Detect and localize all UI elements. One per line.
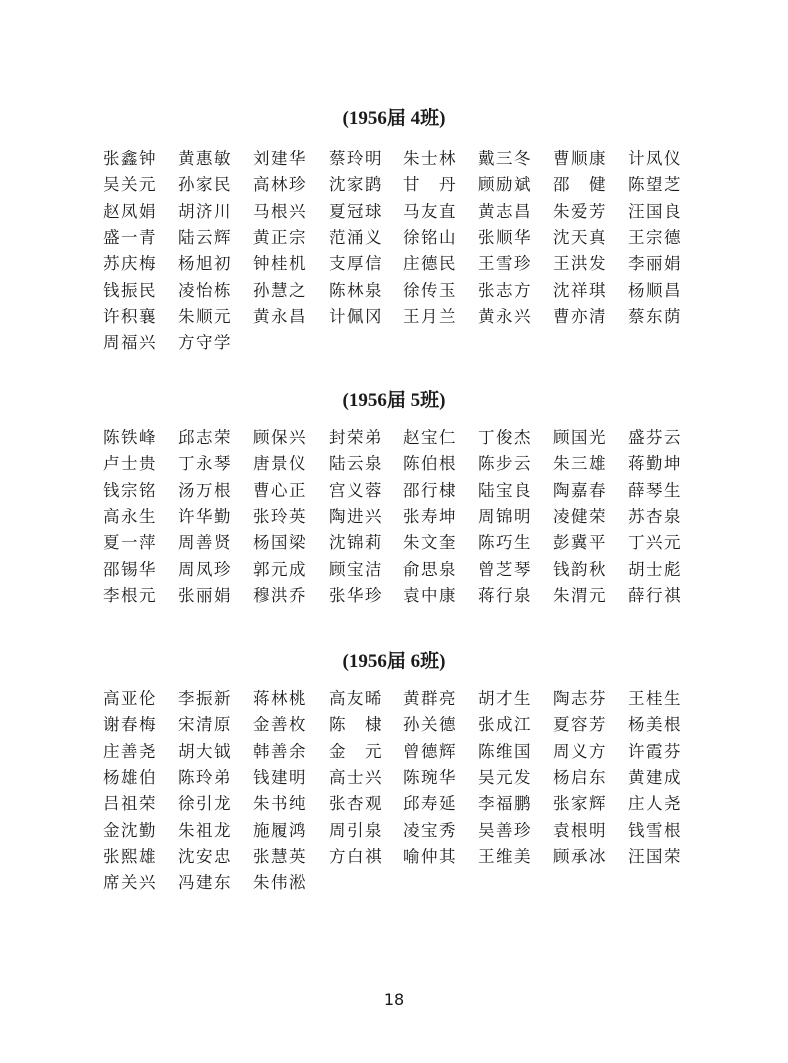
student-name: 刘建华: [253, 149, 307, 168]
student-name: 张熙雄: [103, 846, 157, 866]
student-name: 吴善珍: [478, 820, 532, 840]
student-name: 蒋林桃: [253, 689, 307, 708]
student-name: 计佩冈: [329, 306, 383, 326]
student-name: 张慧英: [253, 846, 307, 866]
section-title: (1956届 4班): [342, 108, 446, 129]
student-name: 杨雄伯: [103, 767, 157, 787]
student-name: 黄建成: [628, 767, 682, 787]
student-name: 钱韵秋: [553, 559, 607, 579]
student-name: 许霞芬: [628, 741, 682, 761]
student-name: 范涌义: [329, 227, 383, 247]
student-name: 丁俊杰: [478, 428, 532, 447]
student-name: 陆云泉: [329, 454, 383, 474]
student-name: 陆宝良: [478, 480, 532, 500]
student-name: 杨启东: [553, 767, 607, 787]
student-name: 周引泉: [329, 820, 383, 840]
student-name: 王雪珍: [478, 254, 532, 274]
student-name: 甘 丹: [403, 175, 457, 195]
student-name: 胡才生: [478, 689, 532, 708]
student-name: 沈天真: [553, 227, 607, 247]
student-name: 夏冠球: [329, 201, 383, 221]
student-name: 周善贤: [178, 533, 232, 553]
student-name: 王月兰: [403, 306, 457, 326]
student-name: 俞思泉: [403, 559, 457, 579]
student-name: 黄志昌: [478, 201, 532, 221]
student-name: 马友直: [403, 201, 457, 221]
student-name: 盛一青: [103, 227, 157, 247]
student-name: 张寿坤: [403, 506, 457, 526]
student-name: 郭元成: [253, 559, 307, 579]
student-name: 穆洪乔: [253, 585, 307, 605]
student-name: 陈伯根: [403, 454, 457, 474]
student-name: 朱士林: [403, 149, 457, 168]
student-name: 黄正宗: [253, 227, 307, 247]
student-name: 蒋行泉: [478, 585, 532, 605]
student-name: 朱三雄: [553, 454, 607, 474]
student-name: 朱祖龙: [178, 820, 232, 840]
student-name: 薛行祺: [628, 585, 682, 605]
student-name: 胡士彪: [628, 559, 682, 579]
student-name: 韩善余: [253, 741, 307, 761]
student-name: 喻仲其: [403, 846, 457, 866]
student-name: 孙慧之: [253, 280, 307, 300]
student-name: 张杏观: [329, 794, 383, 814]
student-name: 杨旭初: [178, 254, 232, 274]
student-name: 胡大钺: [178, 741, 232, 761]
student-name: 张丽娟: [178, 585, 232, 605]
student-name: 汤万根: [178, 480, 232, 500]
student-name: 邵锡华: [103, 559, 157, 579]
student-name: 曹心正: [253, 480, 307, 500]
section-title: (1956届 6班): [342, 651, 446, 672]
student-name: 计凤仪: [628, 149, 682, 168]
student-name: 曾德辉: [403, 741, 457, 761]
student-name: 赵凤娟: [103, 201, 157, 221]
student-name: 徐铭山: [403, 227, 457, 247]
student-name: 钱建明: [253, 767, 307, 787]
student-name: 吴关元: [103, 175, 157, 195]
student-name: 张志方: [478, 280, 532, 300]
student-name: 庄善尧: [103, 741, 157, 761]
student-name: 沈安忠: [178, 846, 232, 866]
student-name: 张华珍: [329, 585, 383, 605]
student-name: 陈铁峰: [103, 428, 157, 447]
student-name: 谢春梅: [103, 715, 157, 735]
student-name: 胡济川: [178, 201, 232, 221]
student-name: 钱振民: [103, 280, 157, 300]
student-name: 吕祖荣: [103, 794, 157, 814]
student-name: 高亚伦: [103, 689, 157, 708]
student-name: 沈锦莉: [329, 533, 383, 553]
student-name: 朱渭元: [553, 585, 607, 605]
student-name: 凌健荣: [553, 506, 607, 526]
student-name: 袁根明: [553, 820, 607, 840]
student-name: 钱宗铭: [103, 480, 157, 500]
student-name: 陶嘉春: [553, 480, 607, 500]
student-name: 曹亦清: [553, 306, 607, 326]
student-name: 朱文奎: [403, 533, 457, 553]
student-name: 黄永昌: [253, 306, 307, 326]
student-name: 杨国梁: [253, 533, 307, 553]
student-name: 庄人尧: [628, 794, 682, 814]
student-name: 邱志荣: [178, 428, 232, 447]
student-name: 苏杏泉: [628, 506, 682, 526]
student-name: 方白祺: [329, 846, 383, 866]
student-name: 高永生: [103, 506, 157, 526]
student-name: 薛琴生: [628, 480, 682, 500]
student-name: 施履鸿: [253, 820, 307, 840]
student-name: 陈巧生: [478, 533, 532, 553]
student-name: 陈维国: [478, 741, 532, 761]
page-number: 18: [383, 990, 405, 1009]
student-name: 黄惠敏: [178, 149, 232, 168]
student-name: 沈家鹍: [329, 175, 383, 195]
student-name: 丁兴元: [628, 533, 682, 553]
student-name: 宫义蓉: [329, 480, 383, 500]
student-name: 蔡东荫: [628, 306, 682, 326]
student-name: 李振新: [178, 689, 232, 708]
student-name: 顾承冰: [553, 846, 607, 866]
student-name: 陈玲弟: [178, 767, 232, 787]
student-name: 汪国荣: [628, 846, 682, 866]
student-name: 王宗德: [628, 227, 682, 247]
student-name: 曾芝琴: [478, 559, 532, 579]
student-name: 盛芬云: [628, 428, 682, 447]
student-name: 庄德民: [403, 254, 457, 274]
student-name: 徐引龙: [178, 794, 232, 814]
student-name: 唐景仪: [253, 454, 307, 474]
student-name: 许华勤: [178, 506, 232, 526]
student-name: 支厚信: [329, 254, 383, 274]
student-name: 陈琬华: [403, 767, 457, 787]
student-name: 李福鹏: [478, 794, 532, 814]
student-name: 陈 棣: [329, 715, 383, 735]
student-name: 金 元: [329, 741, 383, 761]
student-name: 曹顺康: [553, 149, 607, 168]
student-name: 卢士贵: [103, 454, 157, 474]
student-name: 李丽娟: [628, 254, 682, 274]
student-name: 吴元发: [478, 767, 532, 787]
student-name: 赵宝仁: [403, 428, 457, 447]
student-name: 苏庆梅: [103, 254, 157, 274]
student-name: 朱爱芳: [553, 201, 607, 221]
student-name: 马根兴: [253, 201, 307, 221]
student-name: 顾宝洁: [329, 559, 383, 579]
student-name: 周凤珍: [178, 559, 232, 579]
student-name: 方守学: [178, 333, 232, 353]
student-name: 蒋勤坤: [628, 454, 682, 474]
student-name: 钱雪根: [628, 820, 682, 840]
student-name: 席关兴: [103, 873, 157, 893]
student-name: 陶志芬: [553, 689, 607, 708]
student-name: 徐传玉: [403, 280, 457, 300]
student-name: 沈祥琪: [553, 280, 607, 300]
student-name: 朱顺元: [178, 306, 232, 326]
student-name: 邵 健: [553, 175, 607, 195]
student-name: 陈林泉: [329, 280, 383, 300]
student-name: 张玲英: [253, 506, 307, 526]
student-name: 汪国良: [628, 201, 682, 221]
student-name: 张家辉: [553, 794, 607, 814]
student-name: 冯建东: [178, 873, 232, 893]
student-name: 朱书纯: [253, 794, 307, 814]
student-name: 顾励斌: [478, 175, 532, 195]
student-name: 王维美: [478, 846, 532, 866]
student-name: 蔡玲明: [329, 149, 383, 168]
student-name: 王桂生: [628, 689, 682, 708]
student-name: 丁永琴: [178, 454, 232, 474]
section-title: (1956届 5班): [342, 390, 446, 411]
student-name: 周义方: [553, 741, 607, 761]
student-name: 王洪发: [553, 254, 607, 274]
student-name: 李根元: [103, 585, 157, 605]
student-name: 孙家民: [178, 175, 232, 195]
student-name: 高士兴: [329, 767, 383, 787]
student-name: 黄永兴: [478, 306, 532, 326]
student-name: 许积襄: [103, 306, 157, 326]
student-name: 朱伟淞: [253, 873, 307, 893]
student-name: 邱寿延: [403, 794, 457, 814]
student-name: 夏一萍: [103, 533, 157, 553]
student-name: 夏容芳: [553, 715, 607, 735]
student-name: 封荣弟: [329, 428, 383, 447]
student-name: 金善枚: [253, 715, 307, 735]
student-name: 彭冀平: [553, 533, 607, 553]
student-name: 周福兴: [103, 333, 157, 353]
student-name: 金沈勤: [103, 820, 157, 840]
student-name: 张顺华: [478, 227, 532, 247]
student-name: 宋清原: [178, 715, 232, 735]
student-name: 邵行棣: [403, 480, 457, 500]
student-name: 杨顺昌: [628, 280, 682, 300]
student-name: 顾国光: [553, 428, 607, 447]
student-name: 陆云辉: [178, 227, 232, 247]
student-name: 张鑫钟: [103, 149, 157, 168]
student-name: 陈望芝: [628, 175, 682, 195]
student-name: 顾保兴: [253, 428, 307, 447]
student-name: 陈步云: [478, 454, 532, 474]
student-name: 黄群亮: [403, 689, 457, 708]
student-name: 周锦明: [478, 506, 532, 526]
student-name: 凌怡栋: [178, 280, 232, 300]
student-name: 戴三冬: [478, 149, 532, 168]
student-name: 袁中康: [403, 585, 457, 605]
student-name: 张成江: [478, 715, 532, 735]
student-name: 钟桂机: [253, 254, 307, 274]
student-name: 杨美根: [628, 715, 682, 735]
student-name: 高友晞: [329, 689, 383, 708]
student-name: 高林珍: [253, 175, 307, 195]
student-name: 孙关德: [403, 715, 457, 735]
student-name: 凌宝秀: [403, 820, 457, 840]
student-name: 陶进兴: [329, 506, 383, 526]
